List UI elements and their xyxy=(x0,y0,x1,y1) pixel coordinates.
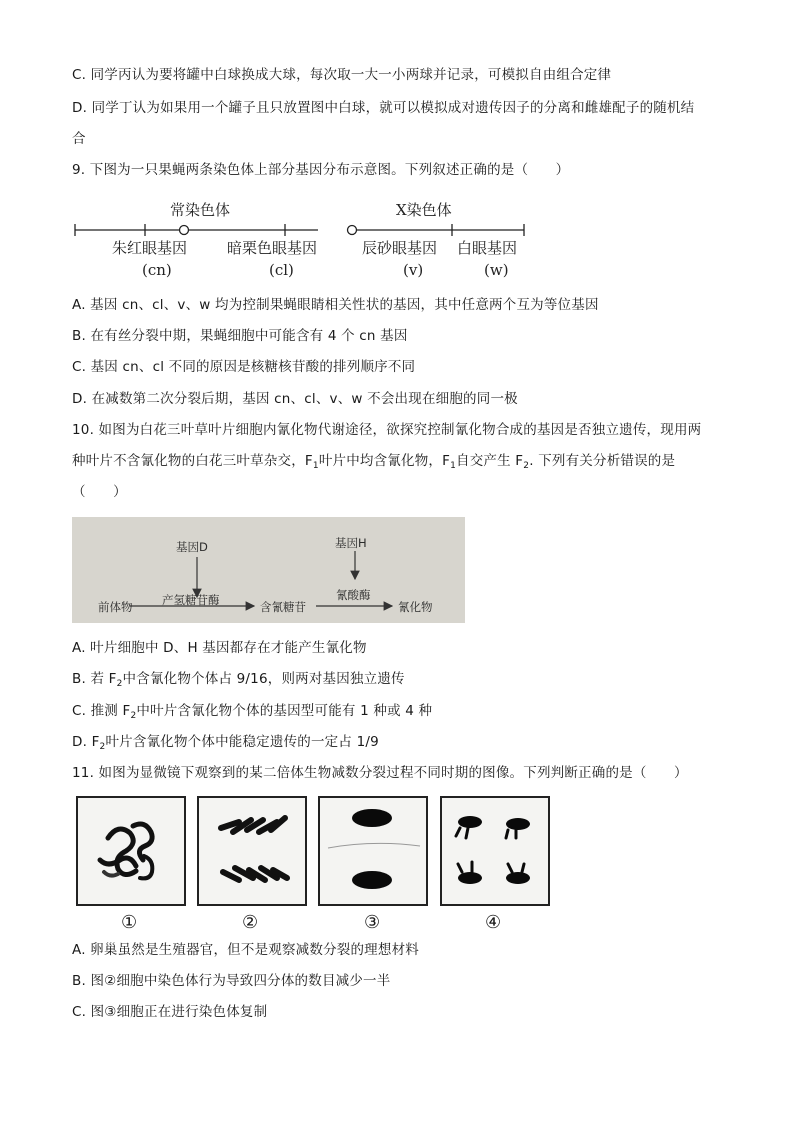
q9-option-c: C. 基因 cn、cl 不同的原因是核糖核苷酸的排列顺序不同 xyxy=(72,359,416,375)
cyanide-pathway-figure xyxy=(72,517,465,623)
question-9-stem: 9. 下图为一只果蝇两条染色体上部分基因分布示意图。下列叙述正确的是（ ） xyxy=(72,162,570,178)
cell-image-1 xyxy=(76,796,186,906)
q11-option-b: B. 图②细胞中染色体行为导致四分体的数目减少一半 xyxy=(72,973,391,989)
q9-option-b: B. 在有丝分裂中期，果蝇细胞中可能含有 4 个 cn 基因 xyxy=(72,328,408,344)
cell-image-4 xyxy=(440,796,550,906)
gene-cl-symbol: (cl) xyxy=(269,261,294,279)
q10-option-b: B. 若 $F_2$中含氰化物个体占 9/16，则两对基因独立遗传 xyxy=(72,671,405,689)
chromosome-tangle-image xyxy=(78,798,184,904)
gene-v-name: 辰砂眼基因 xyxy=(362,239,438,257)
q9-option-d: D. 在减数第二次分裂后期，基因 cn、cl、v、w 不会出现在细胞的同一极 xyxy=(72,391,518,407)
four-chromosome-groups-image xyxy=(442,798,548,904)
gene-cn-symbol: (cn) xyxy=(142,261,172,279)
gene-v-symbol: (v) xyxy=(403,261,424,279)
q10-option-d: D. $F_2$叶片含氰化物个体中能稳定遗传的一定占 1/9 xyxy=(72,734,379,752)
q10-option-c: C. 推测 $F_2$中叶片含氰化物个体的基因型可能有 1 种或 4 种 xyxy=(72,703,433,721)
enzyme-2-label: 氰酸酶 xyxy=(336,588,371,602)
q9-option-a: A. 基因 cn、cl、v、w 均为控制果蝇眼睛相关性状的基因，其中任意两个互为等位基因 xyxy=(72,297,599,313)
precursor-label: 前体物 xyxy=(98,600,133,614)
cell-image-2 xyxy=(197,796,307,906)
gene-w-name: 白眼基因 xyxy=(457,239,518,257)
question-10-stem: 10. 如图为白花三叶草叶片细胞内氰化物代谢途径，欲探究控制氰化物合成的基因是否独立遗传，现用两 xyxy=(72,422,702,438)
option-c-q8: C. 同学丙认为要将罐中白球换成大球，每次取一大一小两球并记录，可模拟自由组合定律 xyxy=(72,67,612,83)
cell-label-2: ② xyxy=(242,912,259,933)
product-label: 氰化物 xyxy=(398,600,433,614)
separated-chromosomes-image xyxy=(320,798,426,904)
chromosome-diagram xyxy=(72,195,542,285)
gene-cn-name: 朱红眼基因 xyxy=(112,239,188,257)
gene-h-label: 基因H xyxy=(335,536,367,550)
q11-option-a: A. 卵巢虽然是生殖器官，但不是观察减数分裂的理想材料 xyxy=(72,942,419,958)
gene-cl-name: 暗栗色眼基因 xyxy=(227,239,318,257)
question-11-stem: 11. 如图为显微镜下观察到的某二倍体生物减数分裂过程不同时期的图像。下列判断正确的是（ ） xyxy=(72,765,688,781)
question-10-bracket: （ ） xyxy=(72,484,127,500)
enzyme-1-label: 产氢糖苷酶 xyxy=(162,593,220,607)
x-chromosome-label: X染色体 xyxy=(396,201,452,219)
cell-label-3: ③ xyxy=(364,912,381,933)
cell-label-4: ④ xyxy=(485,912,502,933)
intermediate-label: 含氰糖苷 xyxy=(260,600,306,614)
option-d-q8: D. 同学丁认为如果用一个罐子且只放置图中白球，就可以模拟成对遗传因子的分离和雌雄配子的随机结 xyxy=(72,100,695,116)
autosome-label: 常染色体 xyxy=(170,201,231,219)
q11-option-c: C. 图③细胞正在进行染色体复制 xyxy=(72,1004,268,1020)
paired-chromosomes-image xyxy=(199,798,305,904)
option-d-q8-cont: 合 xyxy=(72,131,86,147)
question-10-stem-cont: 种叶片不含氰化物的白花三叶草杂交，$F_1$叶片中均含氰化物，$F_1$自交产生 $F_2$. 下列有关分析错误的是 xyxy=(72,453,676,471)
gene-d-label: 基因D xyxy=(176,540,208,554)
cell-label-1: ① xyxy=(121,912,138,933)
gene-w-symbol: (w) xyxy=(484,261,509,279)
q10-option-a: A. 叶片细胞中 D、H 基因都存在才能产生氰化物 xyxy=(72,640,367,656)
cell-image-3 xyxy=(318,796,428,906)
